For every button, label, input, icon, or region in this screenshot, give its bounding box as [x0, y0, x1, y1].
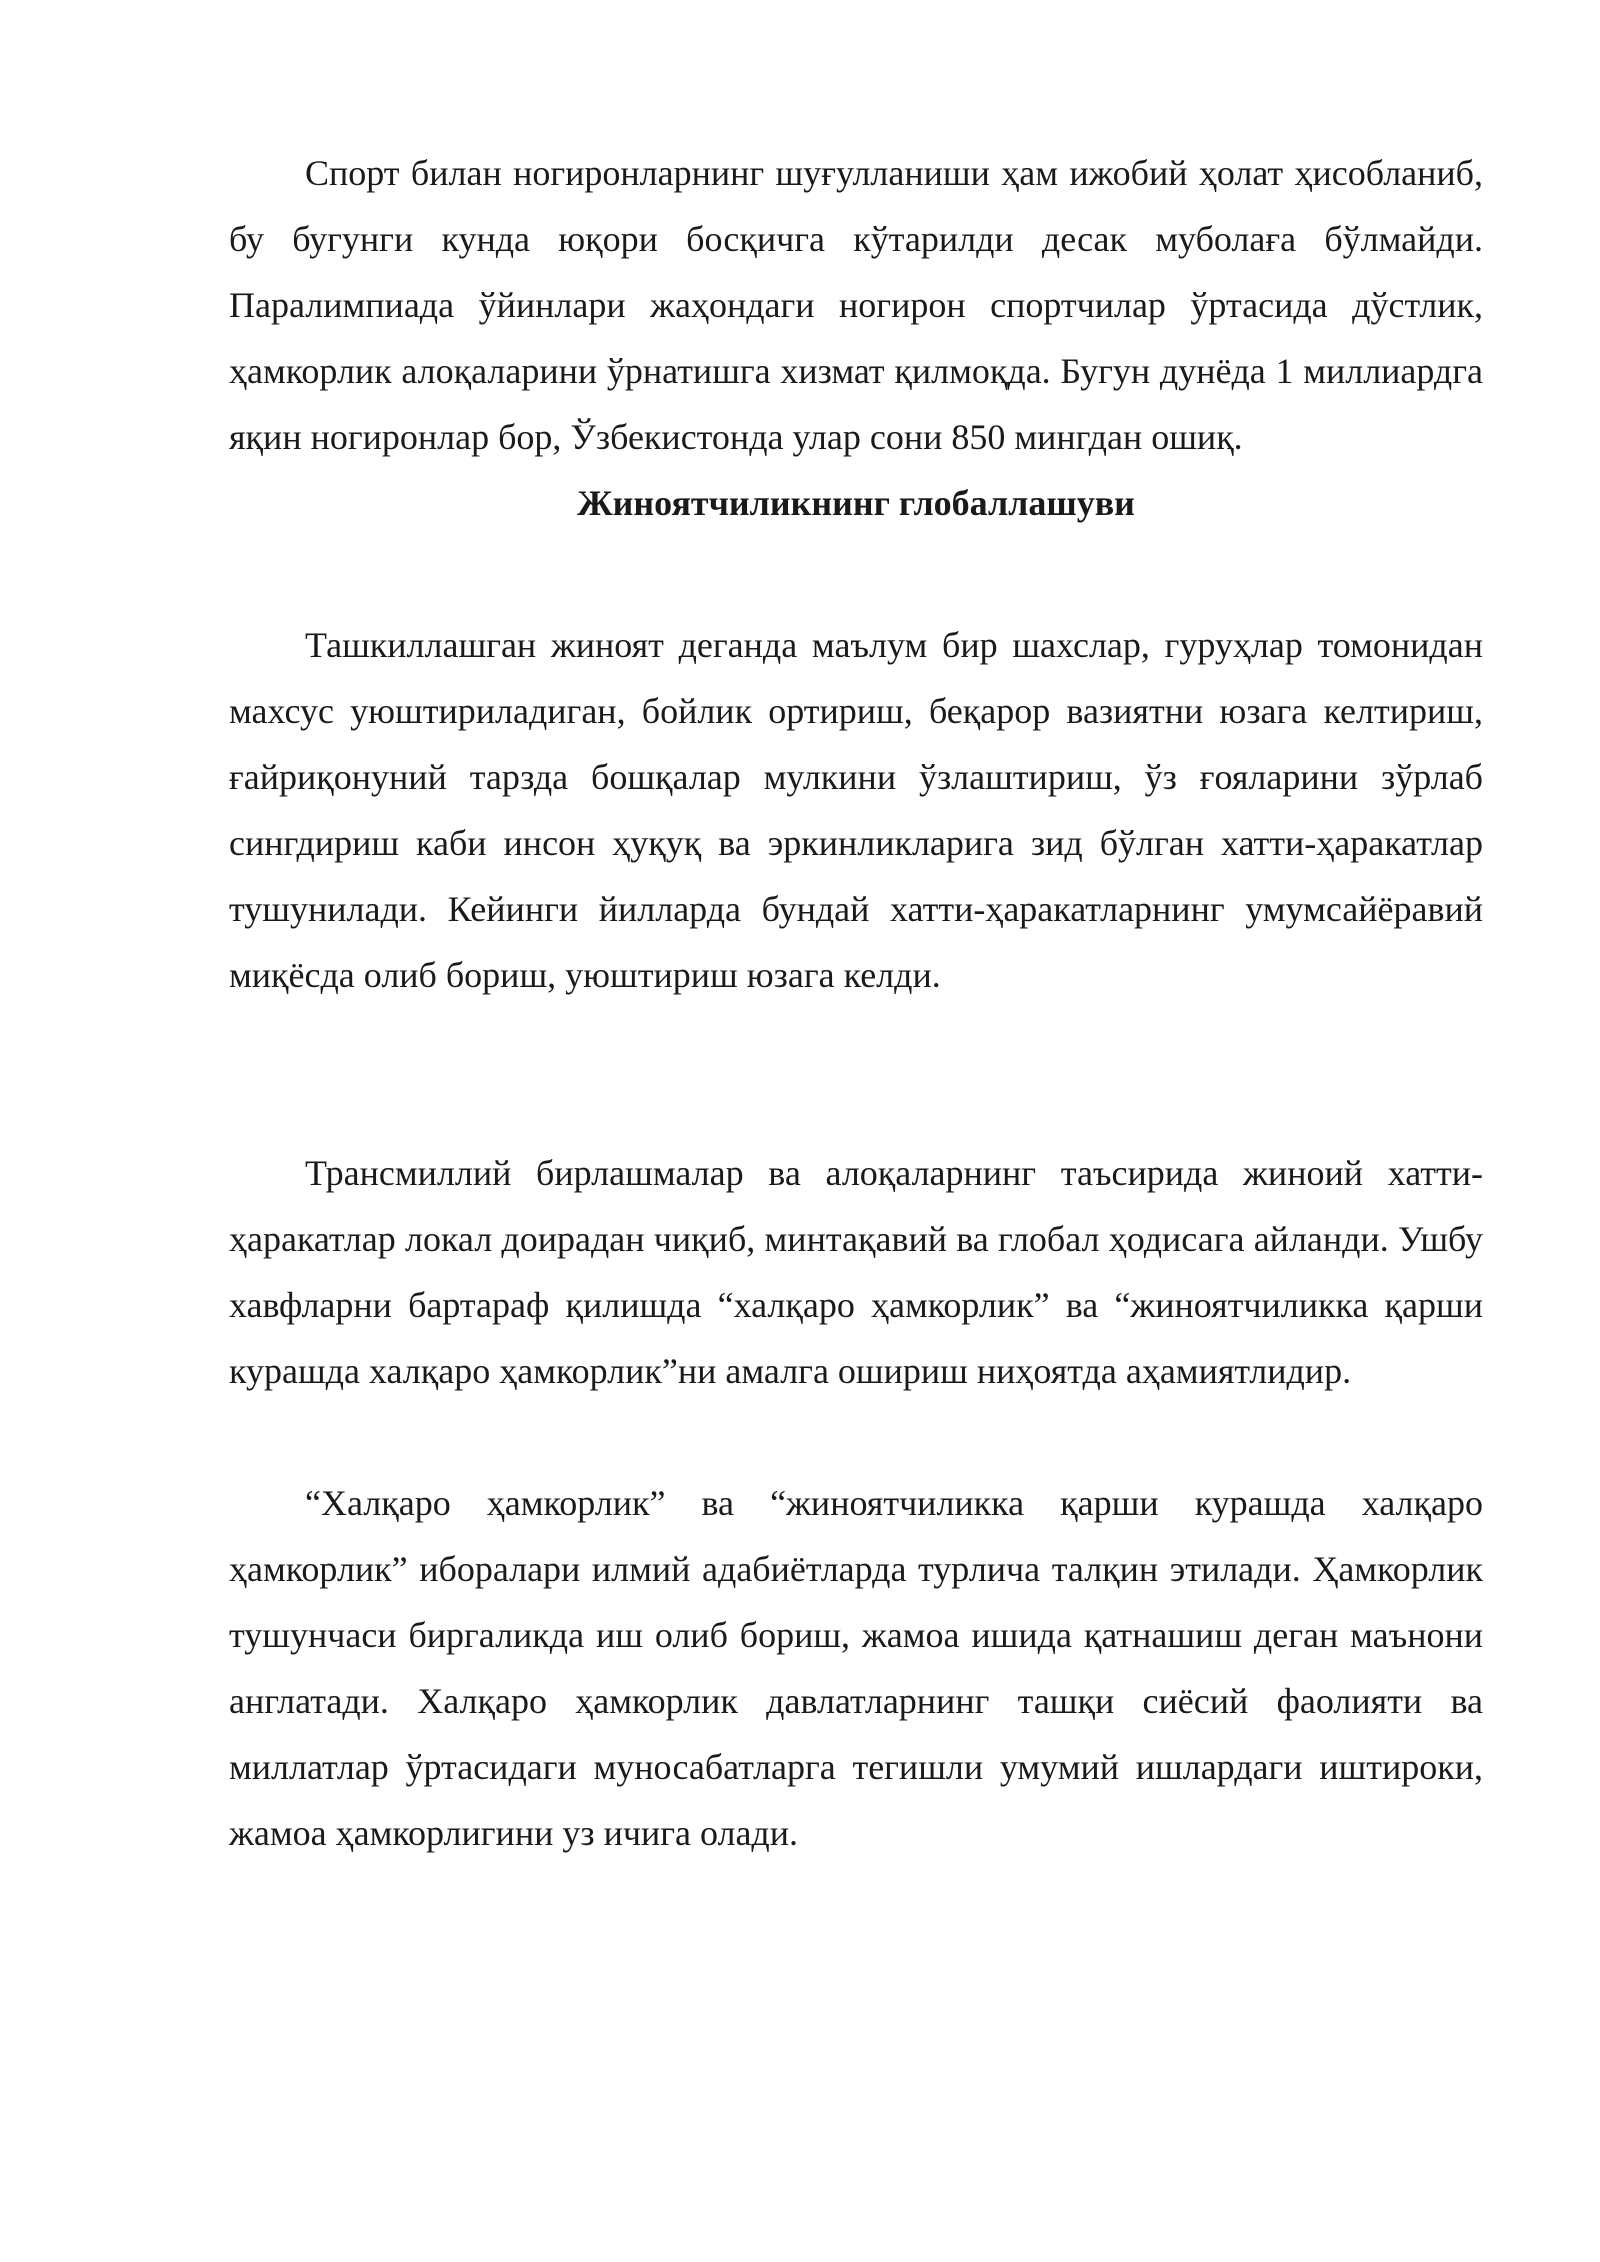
spacer	[229, 536, 1483, 612]
paragraph-organized-crime: Ташкиллашган жиноят деганда маълум бир шахслар, гуруҳлар томонидан махсус уюштириладиган, бойлик ортириш, беқарор вазиятни юзага келтириш, ғайриқонуний тарзда бошқалар мулкини ўзлаштириш, ўз ғояларини зўрлаб сингдириш каби инсон ҳуқуқ ва эркинликларига зид бўлган хатти-ҳаракатлар тушунилади. Кейинги йилларда бундай хатти-ҳаракатларнинг умумсайёравий миқёсда олиб бориш, уюштириш юзага келди.	[229, 625, 1483, 995]
spacer	[229, 1008, 1483, 1140]
document-body	[229, 140, 1483, 1866]
spacer	[229, 1404, 1483, 1470]
paragraph-sport: Спорт билан ногиронларнинг шуғулланиши ҳам ижобий ҳолат ҳисобланиб, бу бугунги кунда юқори босқичга кўтарилди десак муболаға бўлмайди. Паралимпиада ўйинлари жаҳондаги ногирон спортчилар ўртасида дўстлик, ҳамкорлик алоқаларини ўрнатишга хизмат қилмоқда. Бугун дунёда 1 миллиардга яқин ногиронлар бор, Ўзбекистонда улар сони 850 мингдан ошиқ.	[229, 153, 1483, 457]
section-heading: Жиноятчиликнинг глобаллашуви	[577, 483, 1135, 523]
paragraph-international-cooperation: “Халқаро ҳамкорлик” ва “жиноятчиликка қарши курашда халқаро ҳамкорлик” иборалари илмий адабиётларда турлича талқин этилади. Ҳамкорлик тушунчаси биргаликда иш олиб бориш, жамоа ишида қатнашиш деган маънони англатади. Халқаро ҳамкорлик давлатларнинг ташқи сиёсий фаолияти ва миллатлар ўртасидаги муносабатларга тегишли умумий ишлардаги иштироки, жамоа ҳамкорлигини уз ичига олади.	[229, 1483, 1483, 1853]
paragraph-transnational: Трансмиллий бирлашмалар ва алоқаларнинг таъсирида жиноий хатти-ҳаракатлар локал доирадан чиқиб, минтақавий ва глобал ҳодисага айланди. Ушбу хавфларни бартараф қилишда “халқаро ҳамкорлик” ва “жиноятчиликка қарши курашда халқаро ҳамкорлик”ни амалга ошириш ниҳоятда аҳамиятлидир.	[229, 1153, 1483, 1391]
